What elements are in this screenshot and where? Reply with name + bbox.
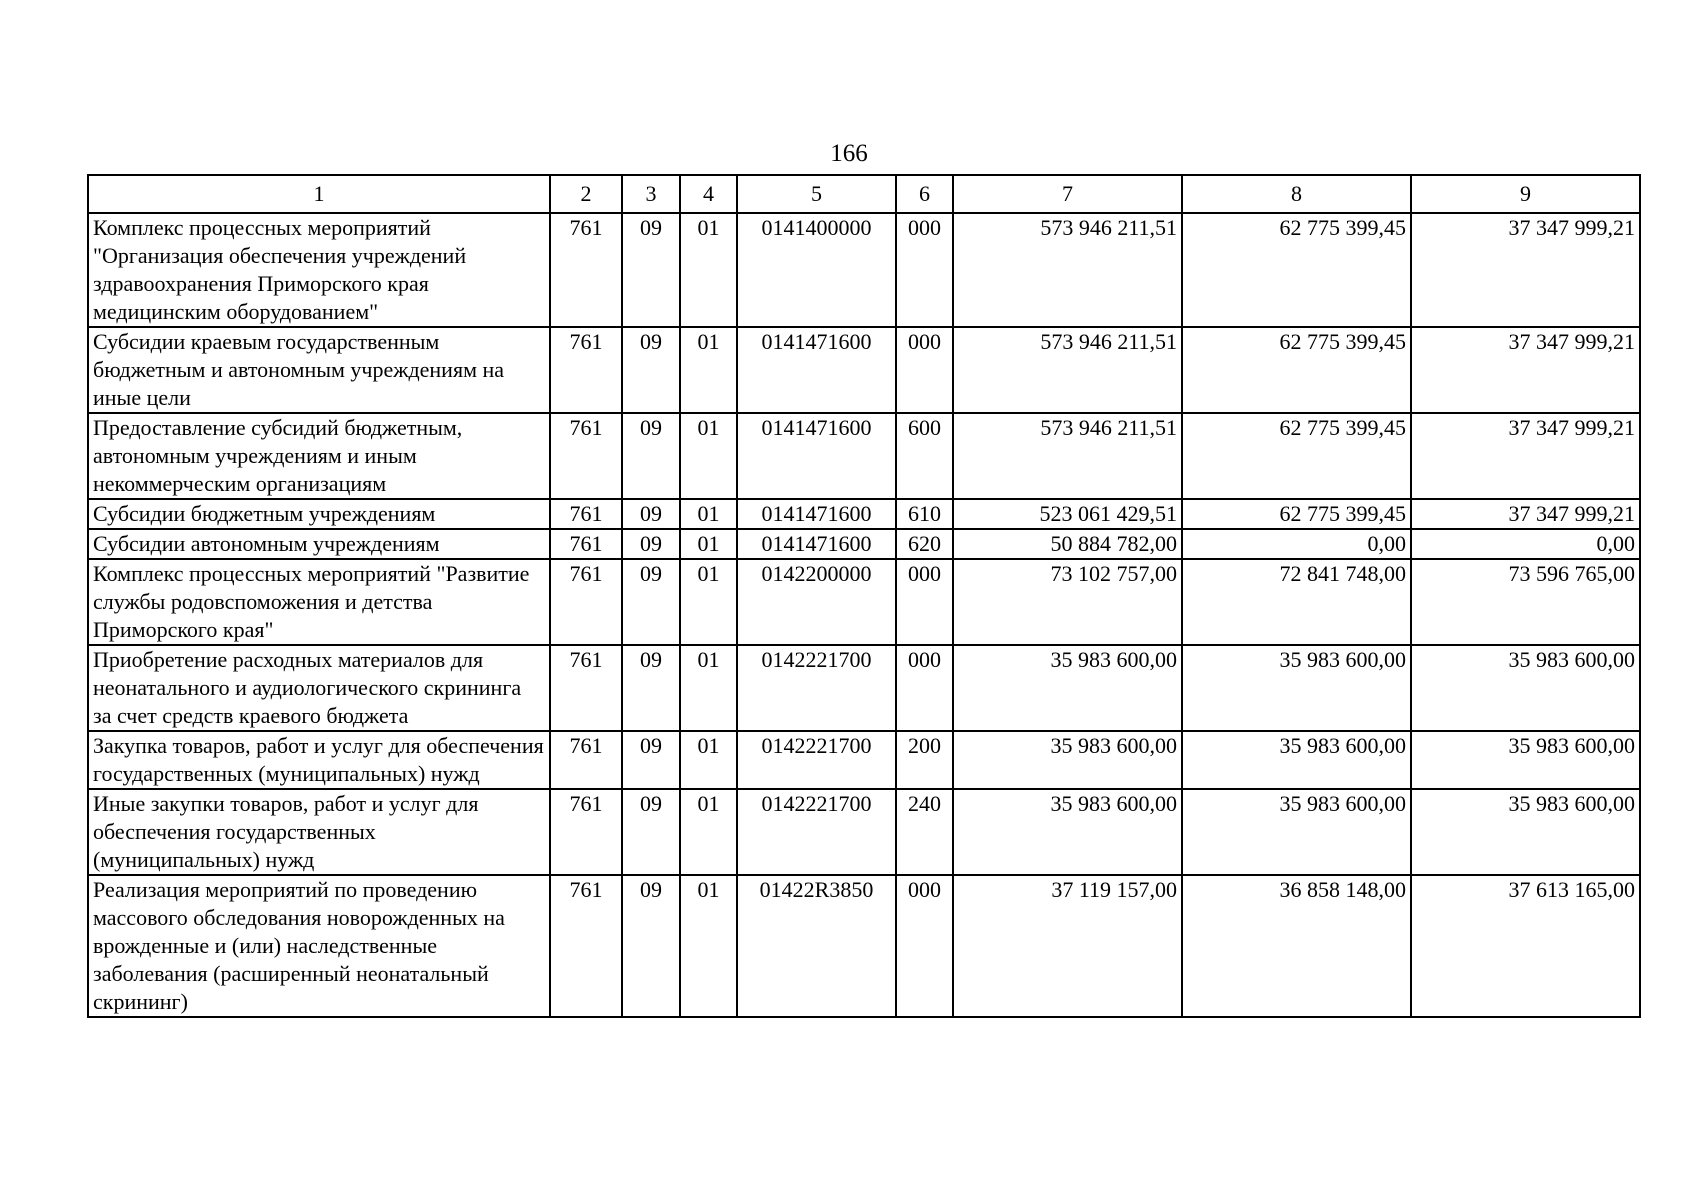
column-header: 6 [896,175,953,213]
col-7-amount: 523 061 429,51 [953,499,1182,529]
col-9-amount: 35 983 600,00 [1411,645,1640,731]
col-2-value: 761 [550,529,622,559]
column-header: 5 [737,175,896,213]
col-3-value: 09 [622,327,680,413]
col-4-value: 01 [680,413,737,499]
col-4-value: 01 [680,559,737,645]
col-4-value: 01 [680,529,737,559]
col-2-value: 761 [550,413,622,499]
col-6-value: 000 [896,327,953,413]
col-2-value: 761 [550,327,622,413]
col-6-value: 000 [896,559,953,645]
col-8-amount: 35 983 600,00 [1182,731,1411,789]
col-9-amount: 35 983 600,00 [1411,731,1640,789]
col-9-amount: 37 613 165,00 [1411,875,1640,1017]
col-3-value: 09 [622,499,680,529]
col-8-amount: 62 775 399,45 [1182,327,1411,413]
col-2-value: 761 [550,731,622,789]
col-7-amount: 37 119 157,00 [953,875,1182,1017]
column-header: 3 [622,175,680,213]
col-5-value: 0141400000 [737,213,896,327]
col-7-amount: 35 983 600,00 [953,789,1182,875]
col-7-amount: 573 946 211,51 [953,327,1182,413]
col-5-value: 0142200000 [737,559,896,645]
col-8-amount: 72 841 748,00 [1182,559,1411,645]
column-header: 8 [1182,175,1411,213]
col-8-amount: 36 858 148,00 [1182,875,1411,1017]
col-6-value: 000 [896,875,953,1017]
col-8-amount: 62 775 399,45 [1182,413,1411,499]
col-3-value: 09 [622,731,680,789]
table-row [88,413,1640,499]
col-5-value: 0141471600 [737,499,896,529]
table-row [88,213,1640,327]
col-2-value: 761 [550,213,622,327]
col-3-value: 09 [622,789,680,875]
col-7-amount: 50 884 782,00 [953,529,1182,559]
col-6-value: 610 [896,499,953,529]
col-8-amount: 0,00 [1182,529,1411,559]
col-3-value: 09 [622,413,680,499]
table-row [88,875,1640,1017]
column-header: 7 [953,175,1182,213]
col-5-value: 01422R3850 [737,875,896,1017]
col-2-value: 761 [550,875,622,1017]
col-6-value: 200 [896,731,953,789]
col-7-amount: 35 983 600,00 [953,645,1182,731]
col-4-value: 01 [680,731,737,789]
budget-table [87,174,1641,1018]
table-row [88,731,1640,789]
row-name: Приобретение расходных материалов для неонатального и аудиологического скрининга за счет средств краевого бюджета [88,645,550,731]
col-7-amount: 73 102 757,00 [953,559,1182,645]
col-6-value: 240 [896,789,953,875]
col-4-value: 01 [680,645,737,731]
col-3-value: 09 [622,559,680,645]
col-5-value: 0142221700 [737,731,896,789]
col-8-amount: 35 983 600,00 [1182,789,1411,875]
table-header-row [88,175,1640,213]
table-row [88,499,1640,529]
page-number: 166 [830,140,868,167]
table-row [88,327,1640,413]
col-3-value: 09 [622,645,680,731]
row-name: Субсидии бюджетным учреждениям [88,499,550,529]
col-9-amount: 37 347 999,21 [1411,499,1640,529]
row-name: Комплекс процессных мероприятий "Организация обеспечения учреждений здравоохранения Приморского края медицинским оборудованием" [88,213,550,327]
col-9-amount: 73 596 765,00 [1411,559,1640,645]
col-6-value: 000 [896,213,953,327]
col-4-value: 01 [680,499,737,529]
col-3-value: 09 [622,213,680,327]
row-name: Субсидии автономным учреждениям [88,529,550,559]
col-2-value: 761 [550,789,622,875]
col-7-amount: 573 946 211,51 [953,413,1182,499]
col-3-value: 09 [622,875,680,1017]
col-5-value: 0142221700 [737,645,896,731]
col-8-amount: 62 775 399,45 [1182,213,1411,327]
row-name: Комплекс процессных мероприятий "Развитие службы родовспоможения и детства Приморского края" [88,559,550,645]
col-3-value: 09 [622,529,680,559]
col-5-value: 0141471600 [737,529,896,559]
row-name: Иные закупки товаров, работ и услуг для обеспечения государственных (муниципальных) нужд [88,789,550,875]
table-row [88,559,1640,645]
column-header: 1 [88,175,550,213]
col-4-value: 01 [680,789,737,875]
col-6-value: 600 [896,413,953,499]
col-8-amount: 35 983 600,00 [1182,645,1411,731]
table-row [88,529,1640,559]
column-header: 9 [1411,175,1640,213]
column-header: 2 [550,175,622,213]
col-2-value: 761 [550,645,622,731]
col-5-value: 0141471600 [737,327,896,413]
col-8-amount: 62 775 399,45 [1182,499,1411,529]
col-2-value: 761 [550,559,622,645]
col-5-value: 0142221700 [737,789,896,875]
col-4-value: 01 [680,327,737,413]
col-7-amount: 573 946 211,51 [953,213,1182,327]
col-6-value: 000 [896,645,953,731]
col-4-value: 01 [680,875,737,1017]
col-6-value: 620 [896,529,953,559]
col-9-amount: 37 347 999,21 [1411,327,1640,413]
table-row [88,789,1640,875]
col-2-value: 761 [550,499,622,529]
row-name: Субсидии краевым государственным бюджетным и автономным учреждениям на иные цели [88,327,550,413]
col-9-amount: 37 347 999,21 [1411,213,1640,327]
row-name: Реализация мероприятий по проведению массового обследования новорожденных на врожденные и (или) наследственные заболевания (расширенный неонатальный скрининг) [88,875,550,1017]
col-5-value: 0141471600 [737,413,896,499]
table-row [88,645,1640,731]
column-header: 4 [680,175,737,213]
col-9-amount: 37 347 999,21 [1411,413,1640,499]
col-9-amount: 35 983 600,00 [1411,789,1640,875]
row-name: Закупка товаров, работ и услуг для обеспечения государственных (муниципальных) нужд [88,731,550,789]
col-7-amount: 35 983 600,00 [953,731,1182,789]
col-9-amount: 0,00 [1411,529,1640,559]
row-name: Предоставление субсидий бюджетным, автономным учреждениям и иным некоммерческим организациям [88,413,550,499]
col-4-value: 01 [680,213,737,327]
